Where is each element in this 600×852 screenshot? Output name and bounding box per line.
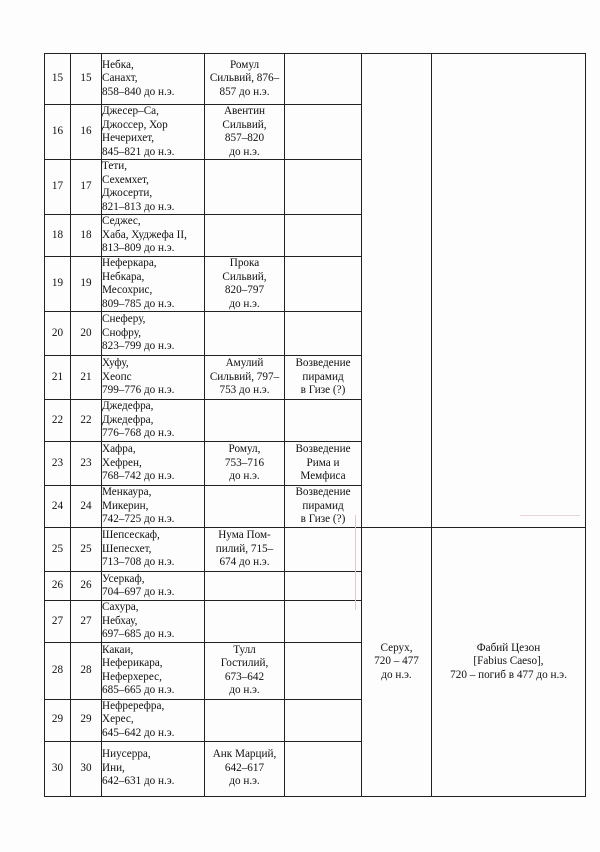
row-number-cell <box>45 572 71 601</box>
dynasty-number-cell <box>71 312 102 356</box>
row-number-cell <box>45 257 71 312</box>
roman-ruler-cell <box>205 699 285 741</box>
cell-text: Анк Марций, 642–617 до н.э. <box>212 748 277 788</box>
cell-text: Шепсескаф, Шепесхет, 713–708 до н.э. <box>102 529 175 569</box>
event-cell <box>285 741 362 796</box>
table-body <box>45 54 586 797</box>
table-row <box>45 528 586 572</box>
pharaoh-cell <box>102 215 205 257</box>
pharaoh-cell <box>102 528 205 572</box>
cell-text: 15 <box>80 72 92 85</box>
roman-ruler-cell <box>205 160 285 215</box>
row-number-cell <box>45 528 71 572</box>
pharaoh-cell <box>102 601 205 643</box>
pharaoh-cell <box>102 572 205 601</box>
row-number-cell <box>45 356 71 400</box>
dynasty-number-cell <box>71 442 102 486</box>
roman-ruler-cell <box>205 528 285 572</box>
cell-text: 27 <box>80 614 92 627</box>
pharaoh-cell <box>102 105 205 160</box>
roman-ruler-cell <box>205 486 285 528</box>
dynasty-number-cell <box>71 215 102 257</box>
event-cell <box>285 442 362 486</box>
event-cell <box>285 486 362 528</box>
roman-ruler-cell <box>205 400 285 442</box>
cell-text: 22 <box>80 413 92 426</box>
pharaoh-cell <box>102 160 205 215</box>
cell-text: Ромул Сильвий, 876– 857 до н.э. <box>209 58 280 98</box>
pharaoh-cell <box>102 312 205 356</box>
cell-text: 24 <box>80 499 92 512</box>
roman-ruler-cell <box>205 642 285 699</box>
dynasty-number-cell <box>71 572 102 601</box>
cell-text: Возведение пирамид в Гизе (?) <box>295 357 351 397</box>
dynasty-number-cell <box>71 356 102 400</box>
cell-text: 20 <box>80 326 92 339</box>
cell-text: 23 <box>80 456 92 469</box>
cell-text: 30 <box>51 761 64 774</box>
cell-text: Амулий Сильвий, 797– 753 до н.э. <box>209 357 280 397</box>
cell-text: 18 <box>80 228 92 241</box>
cell-text: Хуфу, Хеопс 799–776 до н.э. <box>102 357 175 397</box>
cell-text: 29 <box>80 713 92 726</box>
merged-cell-top-col6 <box>362 54 432 528</box>
roman-ruler-cell <box>205 601 285 643</box>
row-number-cell <box>45 215 71 257</box>
event-cell <box>285 257 362 312</box>
cell-text: 23 <box>51 456 64 469</box>
roman-ruler-cell <box>205 312 285 356</box>
table-row <box>45 54 586 105</box>
cell-text: Снеферу, Снофру, 823–799 до н.э. <box>102 313 175 353</box>
cell-text: 29 <box>51 713 64 726</box>
cell-text: Менкаура, Микерин, 742–725 до н.э. <box>102 486 175 526</box>
row-number-cell <box>45 312 71 356</box>
event-cell <box>285 312 362 356</box>
cell-text: Возведение пирамид в Гизе (?) <box>295 486 351 526</box>
cell-text: Нефререфра, Херес, 645–642 до н.э. <box>102 699 175 739</box>
cell-text: 18 <box>51 228 64 241</box>
row-number-cell <box>45 741 71 796</box>
pharaoh-cell <box>102 442 205 486</box>
cell-text: 26 <box>51 579 64 592</box>
dynasty-number-cell <box>71 528 102 572</box>
dynasty-number-cell <box>71 257 102 312</box>
pharaoh-cell <box>102 699 205 741</box>
cell-text: 25 <box>80 542 92 555</box>
pharaoh-cell <box>102 741 205 796</box>
cell-text: Тети, Сехемхет, Джосерти, 821–813 до н.э. <box>102 160 175 213</box>
cell-text: Неферкара, Небкара, Месохрис, 809–785 до н.э. <box>102 257 175 310</box>
roman-ruler-cell <box>205 257 285 312</box>
event-cell <box>285 356 362 400</box>
event-cell <box>285 54 362 105</box>
cell-text: 17 <box>80 180 92 193</box>
cell-text: Возведение Рима и Мемфиса <box>295 443 351 483</box>
row-number-cell <box>45 442 71 486</box>
dynasty-number-cell <box>71 642 102 699</box>
cell-text: Ромул, 753–716 до н.э. <box>224 443 265 483</box>
dynasty-number-cell <box>71 105 102 160</box>
cell-text: 27 <box>51 614 64 627</box>
row-number-cell <box>45 601 71 643</box>
event-cell <box>285 215 362 257</box>
roman-ruler-cell <box>205 105 285 160</box>
event-cell <box>285 699 362 741</box>
cell-text: Нума Пом- пилий, 715– 674 до н.э. <box>215 529 274 569</box>
dynasty-number-cell <box>71 741 102 796</box>
cell-text: Какаи, Неферикара, Неферхерес, 685–665 до н.э. <box>102 643 175 696</box>
cell-text: 28 <box>51 663 64 676</box>
pharaoh-cell <box>102 400 205 442</box>
pharaoh-cell <box>102 356 205 400</box>
cell-text: 15 <box>51 72 64 85</box>
row-number-cell <box>45 400 71 442</box>
cell-text: Сахура, Небхау, 697–685 до н.э. <box>102 601 175 640</box>
cell-text: Джедефра, Джедефра, 776–768 до н.э. <box>102 400 175 440</box>
event-cell <box>285 642 362 699</box>
cell-text: 22 <box>51 413 64 426</box>
pharaoh-cell <box>102 486 205 528</box>
cell-text: Джесер–Са, Джоссер, Хор Нечерихет, 845–821 до н.э. <box>102 105 175 158</box>
cell-text: Хафра, Хефрен, 768–742 до н.э. <box>102 443 175 483</box>
roman-ruler-cell <box>205 572 285 601</box>
scan-artifact-line <box>520 515 580 516</box>
roman-ruler-cell <box>205 215 285 257</box>
dynasty-number-cell <box>71 400 102 442</box>
merged-cell-top-col7 <box>432 54 586 528</box>
scan-artifact-line <box>355 515 356 610</box>
cell-text: 19 <box>51 277 64 290</box>
chronology-table <box>44 53 586 797</box>
cell-text: Авентин Сильвий, 857–820 до н.э. <box>222 105 267 158</box>
roman-ruler-cell <box>205 54 285 105</box>
event-cell <box>285 601 362 643</box>
cell-text: 25 <box>51 542 64 555</box>
event-cell <box>285 160 362 215</box>
cell-text: 16 <box>51 125 64 138</box>
cell-text: 30 <box>80 761 92 774</box>
cell-text: Прока Сильвий, 820–797 до н.э. <box>222 257 267 310</box>
cell-text: Тулл Гостилий, 673–642 до н.э. <box>220 643 269 696</box>
row-number-cell <box>45 486 71 528</box>
merged-cell-bottom-col6 <box>362 528 432 797</box>
cell-text: Седжес, Хаба, Худжефа II, 813–809 до н.э. <box>102 215 187 255</box>
row-number-cell <box>45 699 71 741</box>
event-cell <box>285 105 362 160</box>
dynasty-number-cell <box>71 601 102 643</box>
cell-text: 19 <box>80 277 92 290</box>
merged-cell-bottom-col7 <box>432 528 586 797</box>
row-number-cell <box>45 105 71 160</box>
roman-ruler-cell <box>205 741 285 796</box>
cell-text: 16 <box>80 125 92 138</box>
event-cell <box>285 528 362 572</box>
cell-text: 24 <box>51 499 64 512</box>
dynasty-number-cell <box>71 54 102 105</box>
row-number-cell <box>45 54 71 105</box>
roman-ruler-cell <box>205 442 285 486</box>
cell-text: 21 <box>51 370 64 383</box>
event-cell <box>285 572 362 601</box>
dynasty-number-cell <box>71 160 102 215</box>
pharaoh-cell <box>102 54 205 105</box>
cell-text: 26 <box>80 579 92 592</box>
cell-text: Фабий Цезон [Fabius Caeso], 720 – погиб в 477 до н.э. <box>450 641 567 681</box>
cell-text: Ниусерра, Ини, 642–631 до н.э. <box>102 748 175 788</box>
cell-text: Серух, 720 – 477 до н.э. <box>374 641 419 681</box>
cell-text: Усеркаф, 704–697 до н.э. <box>102 572 175 598</box>
cell-text: Небка, Санахт, 858–840 до н.э. <box>102 58 175 98</box>
roman-ruler-cell <box>205 356 285 400</box>
cell-text: 28 <box>80 663 92 676</box>
cell-text: 17 <box>51 180 64 193</box>
event-cell <box>285 400 362 442</box>
cell-text: 21 <box>80 370 92 383</box>
pharaoh-cell <box>102 257 205 312</box>
cell-text: 20 <box>51 326 64 339</box>
pharaoh-cell <box>102 642 205 699</box>
row-number-cell <box>45 160 71 215</box>
dynasty-number-cell <box>71 699 102 741</box>
dynasty-number-cell <box>71 486 102 528</box>
row-number-cell <box>45 642 71 699</box>
